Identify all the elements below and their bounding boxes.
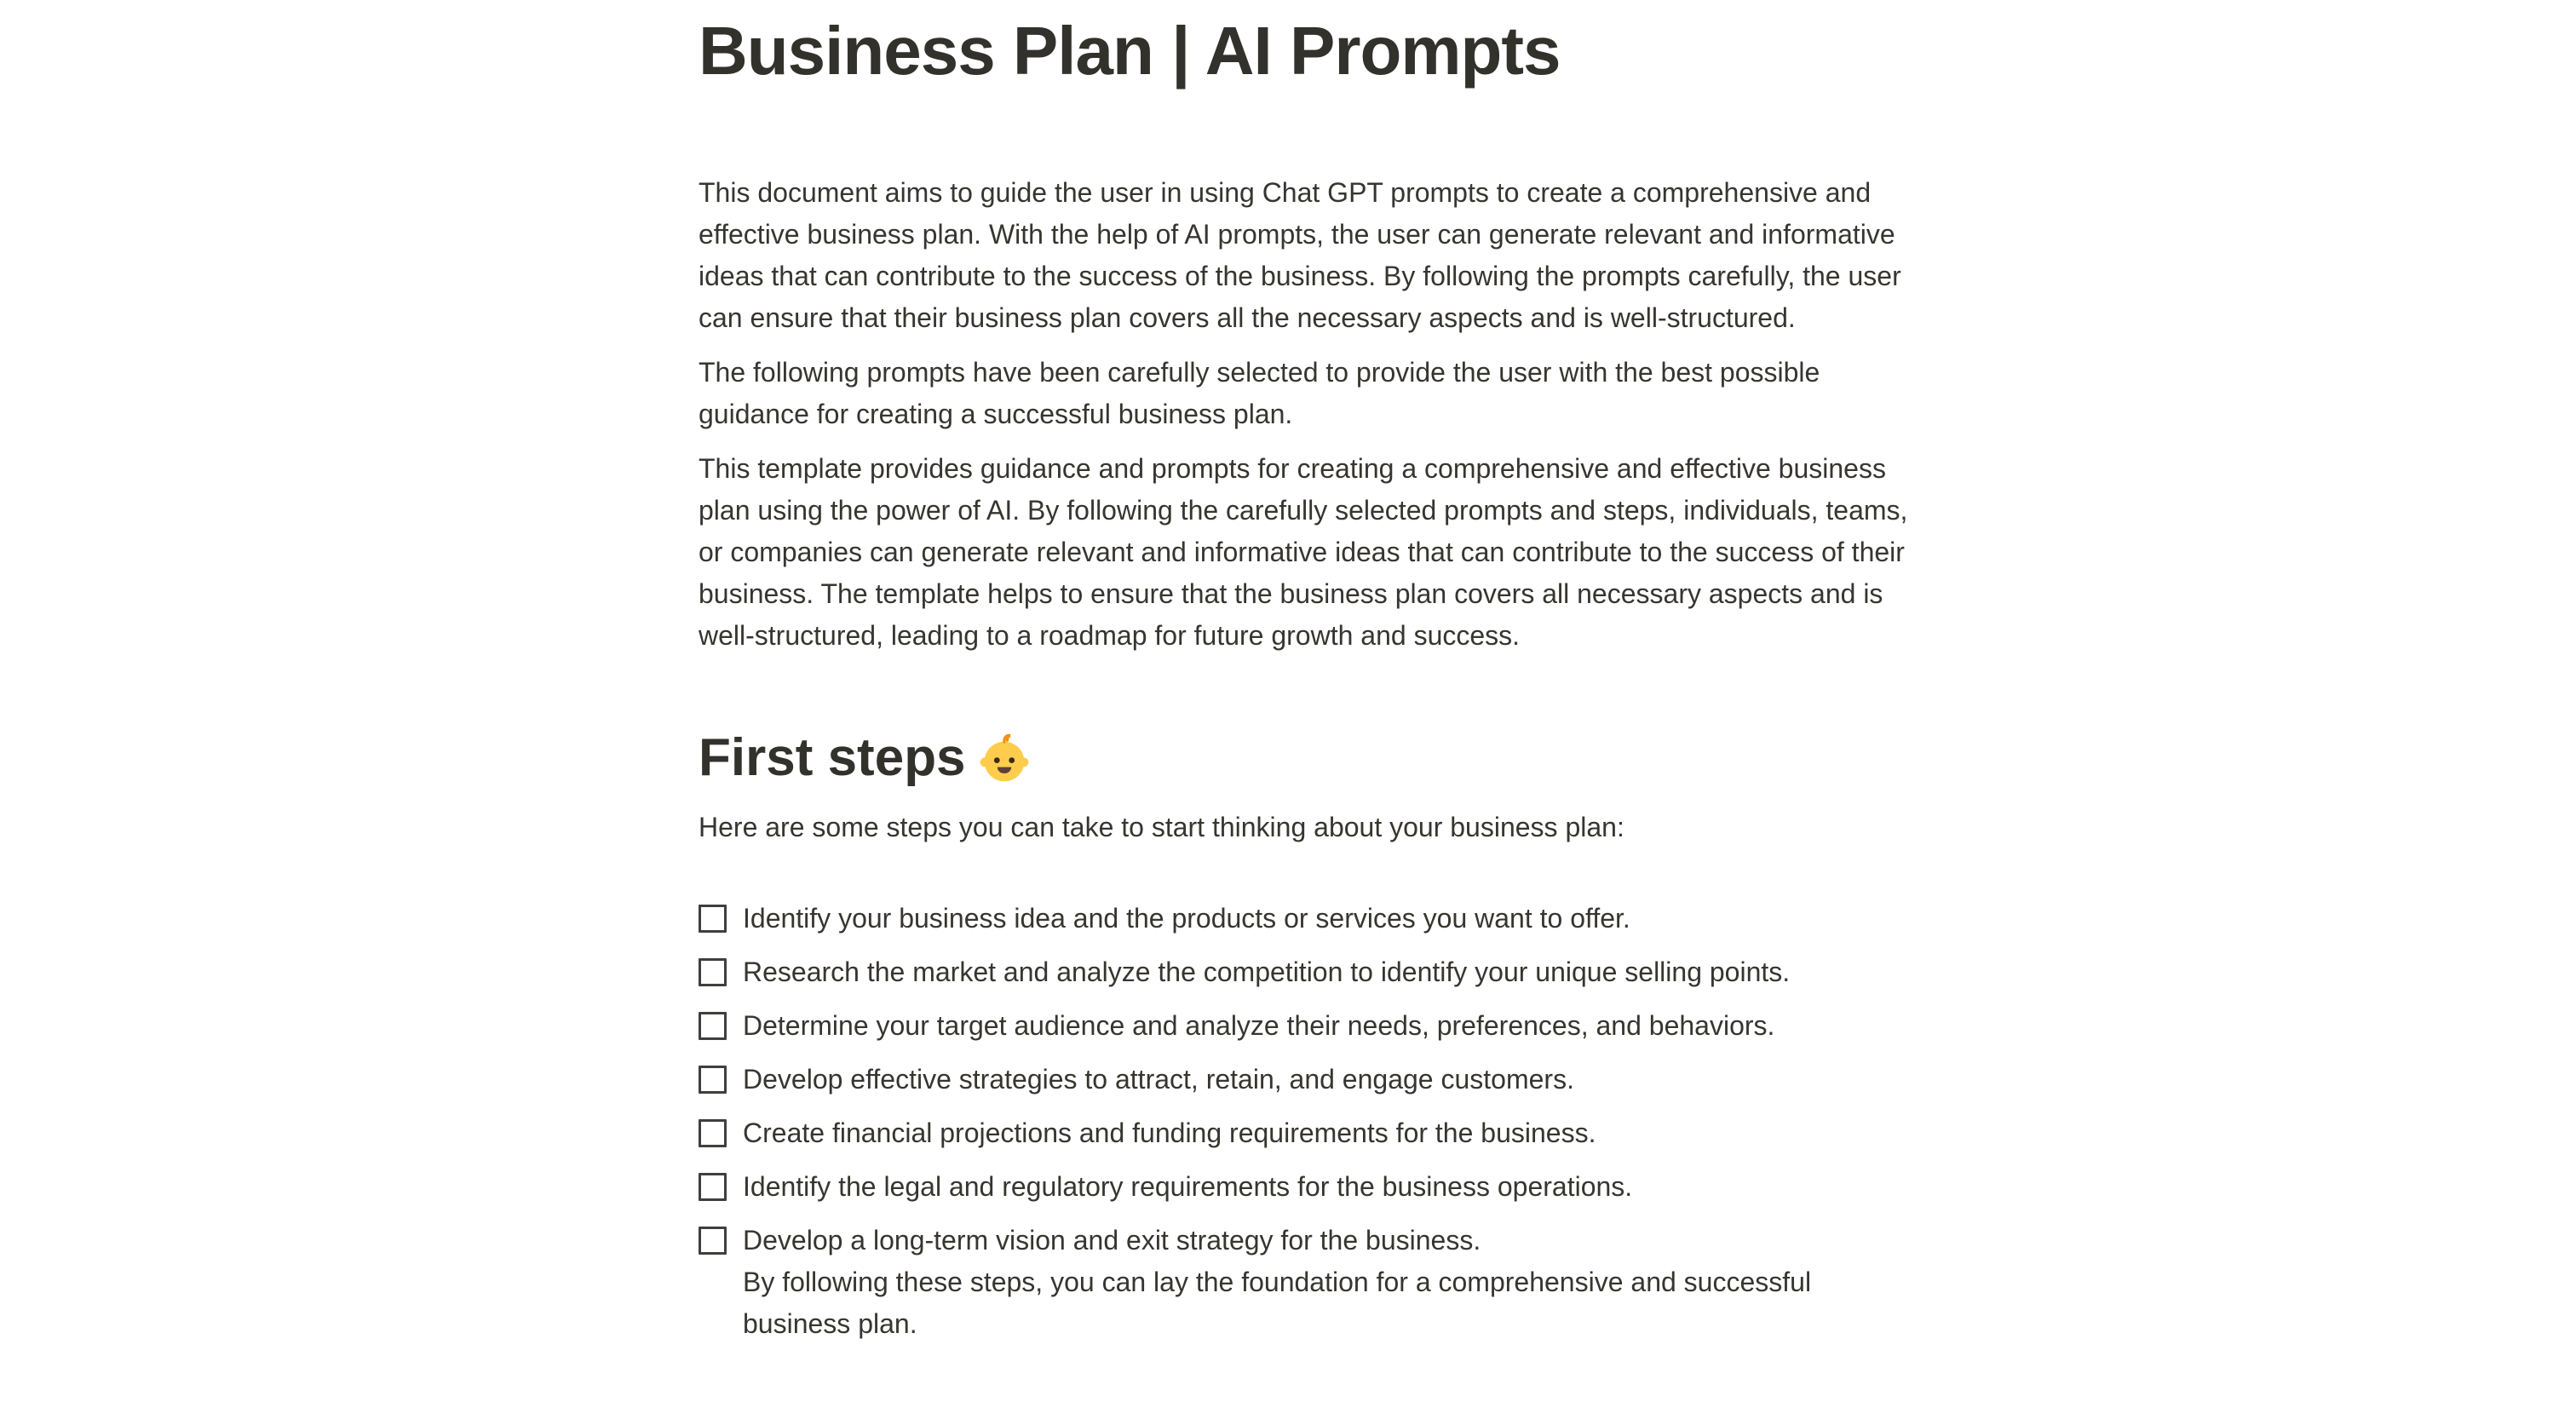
- todo-checkbox[interactable]: [699, 1066, 727, 1094]
- todo-label: Develop a long-term vision and exit strategy for the business.: [743, 1225, 1481, 1256]
- page-title: Business Plan | AI Prompts: [699, 13, 1561, 89]
- todo-checkbox[interactable]: [699, 958, 727, 986]
- section-heading-first-steps: [699, 727, 1917, 790]
- baby-emoji-icon: [980, 733, 1029, 783]
- todo-item: [699, 1059, 1917, 1100]
- document-content: [699, 0, 1917, 1357]
- todo-label: Identify the legal and regulatory requirements for the business operations.: [743, 1171, 1633, 1203]
- todo-item: [699, 1166, 1917, 1208]
- todo-list: [699, 898, 1917, 1345]
- section-heading-text: First steps: [699, 728, 966, 787]
- todo-label-with-note: [743, 1220, 1901, 1345]
- intro-paragraph-1: This document aims to guide the user in using Chat GPT prompts to create a comprehensive and effective business plan. With the help of AI prompts, the user can generate relevant and informative ideas that can contribute to the success of the business. By following the prompts carefully, the user can ensure that their business plan covers all the necessary aspects and is well-structured.: [699, 177, 1901, 333]
- todo-item: [699, 1220, 1917, 1345]
- todo-item: [699, 951, 1917, 993]
- todo-label: Identify your business idea and the products or services you want to offer.: [743, 903, 1630, 934]
- todo-item: [699, 1005, 1917, 1047]
- todo-footer-note: By following these steps, you can lay the foundation for a comprehensive and successful business plan.: [743, 1267, 1812, 1340]
- section-intro-text: Here are some steps you can take to start thinking about your business plan:: [699, 812, 1624, 843]
- todo-checkbox[interactable]: [699, 1012, 727, 1040]
- todo-checkbox[interactable]: [699, 1227, 727, 1255]
- todo-label: Develop effective strategies to attract, retain, and engage customers.: [743, 1064, 1574, 1095]
- todo-label: Research the market and analyze the competition to identify your unique selling points.: [743, 957, 1791, 988]
- todo-item: [699, 1112, 1917, 1154]
- intro-paragraph-2: The following prompts have been carefully selected to provide the user with the best possible guidance for creating a successful business plan.: [699, 357, 1820, 429]
- intro-paragraph-3: This template provides guidance and prompts for creating a comprehensive and effective business plan using the power of AI. By following the carefully selected prompts and steps, individuals, teams, or companies can generate relevant and informative ideas that can contribute to the success of their business. The template helps to ensure that the business plan covers all necessary aspects and is well-structured, leading to a roadmap for future growth and success.: [699, 453, 1908, 651]
- todo-label: Create financial projections and funding requirements for the business.: [743, 1118, 1596, 1149]
- todo-checkbox[interactable]: [699, 905, 727, 933]
- todo-item: [699, 898, 1917, 939]
- todo-checkbox[interactable]: [699, 1119, 727, 1147]
- todo-checkbox[interactable]: [699, 1173, 727, 1201]
- todo-label: Determine your target audience and analyze their needs, preferences, and behaviors.: [743, 1010, 1775, 1042]
